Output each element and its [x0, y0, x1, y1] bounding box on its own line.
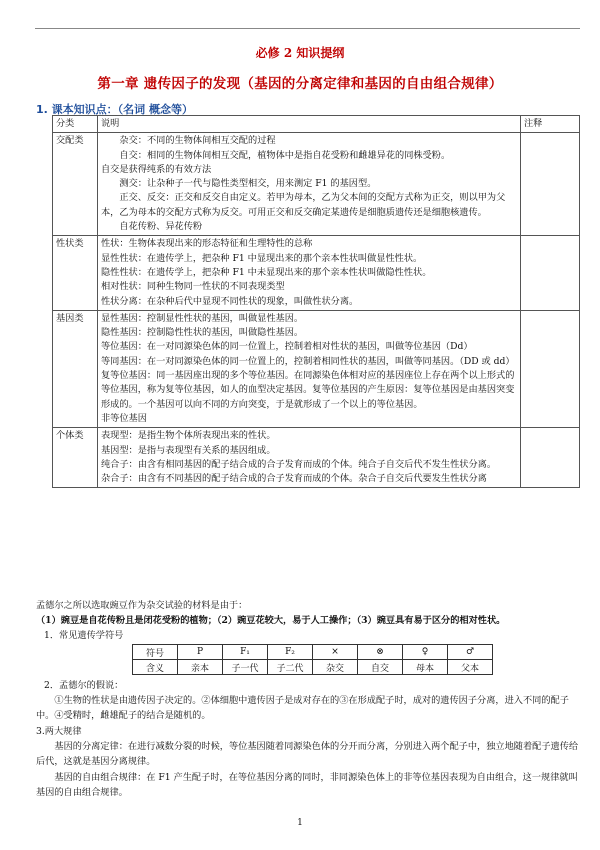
page-number: 1 [297, 818, 303, 828]
explain-line: 表现型：是指生物个体所表现出来的性状。 [101, 430, 276, 442]
symbols-row [133, 645, 493, 660]
row-explain [98, 133, 521, 236]
explain-line: 等同基因：在一对同源染色体的同一位置上的，控制着相同性状的基因，叫做等同基因。（DD 或 dd） [101, 355, 515, 367]
symbol-label: 符号 [133, 645, 178, 660]
explain-line: 性状分离：在杂种后代中显现不同性状的现象，叫做性状分离。 [101, 295, 359, 307]
symbols-table [132, 644, 493, 675]
table-header-row [53, 116, 580, 133]
table-row [53, 133, 580, 236]
explain-line: 杂交：不同的生物体间相互交配的过程 [119, 135, 276, 147]
table-row [53, 236, 580, 310]
explain-line: 隐性基因：控制隐性性状的基因，叫做隐性基因。 [101, 327, 304, 339]
symbol-cell: × [313, 645, 358, 660]
explain-line: 隐性性状：在遗传学上，把杂种 F1 中未显现出来的那个亲本性状叫做隐性性状。 [101, 266, 432, 278]
symbol-cell: ⊗ [358, 645, 403, 660]
symbol-cell: F₁ [223, 645, 268, 660]
symbol-cell: F₂ [268, 645, 313, 660]
symbol-cell: ♂ [448, 645, 493, 660]
symbol-cell: ♀ [403, 645, 448, 660]
header-explain: 说明 [98, 116, 521, 133]
row-note [521, 310, 580, 427]
symbols-heading: 1．常见遗传学符号 [44, 630, 124, 641]
row-note [521, 236, 580, 310]
law-assortment [36, 771, 581, 800]
explain-line: 等位基因：在一对同源染色体的同一位置上，控制着相对性状的基因，叫做等位基因（Dd） [101, 341, 473, 353]
meaning-label: 含义 [133, 660, 178, 675]
row-explain [98, 310, 521, 427]
row-note [521, 428, 580, 488]
row-explain [98, 428, 521, 488]
table-row [53, 310, 580, 427]
laws-heading: 3.两大规律 [36, 726, 82, 737]
explain-line: 自交：相同的生物体间相互交配，植物体中是指自花受粉和雌雄异花的同株受粉。 [119, 149, 451, 161]
explain-line: 显性性状：在遗传学上，把杂种 F1 中显现出来的那个亲本性状叫做显性性状。 [101, 252, 423, 264]
section-1-label: 1. 课本知识点： [36, 103, 118, 116]
law-separation [36, 740, 581, 769]
row-category: 交配类 [53, 133, 98, 236]
row-explain [98, 236, 521, 310]
explain-line: 正交、反交：正交和反交自由定义。若甲为母本，乙为父本间的交配方式称为正交，则以甲为父本，乙为母本的交配方式称为反交。可用正交和反交确定某遗传是细胞质遗传还是细胞核遗传。 [101, 192, 506, 218]
meaning-cell: 父本 [448, 660, 493, 675]
explain-line: 测交：让杂种子一代与隐性类型相交，用来测定 F1 的基因型。 [119, 178, 377, 190]
explain-line: 自交是获得纯系的有效方法 [101, 163, 212, 175]
explain-line: 显性基因：控制显性性状的基因，叫做显性基因。 [101, 312, 304, 324]
hypothesis-text [36, 694, 581, 723]
explain-line: 纯合子：由含有相同基因的配子结合成的合子发育而成的个体。纯合子自交后代不发生性状分离。 [101, 458, 497, 470]
meaning-cell: 亲本 [178, 660, 223, 675]
meaning-cell: 母本 [403, 660, 448, 675]
header-note: 注释 [521, 116, 580, 133]
symbol-cell: P [178, 645, 223, 660]
meaning-cell: 子二代 [268, 660, 313, 675]
hypothesis-body: ①生物的性状是由遗传因子决定的。②体细胞中遗传因子是成对存在的③在形成配子时，成对的遗传因子分离，进入不同的配子中。④受精时，雌雄配子的结合是随机的。 [36, 695, 569, 721]
row-note [521, 133, 580, 236]
meaning-cell: 自交 [358, 660, 403, 675]
law-assortment-text: 基因的自由组合规律：在 F1 产生配子时，在等位基因分离的同时，非同源染色体上的非等位基因表现为自由组合，这一规律就叫基因的自由组合规律。 [36, 772, 578, 798]
hypothesis-heading: 2．孟德尔的假说： [44, 680, 124, 691]
row-category: 性状类 [53, 236, 98, 310]
section-1-paren: （名词 概念等） [117, 103, 194, 116]
law-separation-text: 基因的分离定律：在进行减数分裂的时候，等位基因随着同源染色体的分开而分离，分别进入两个配子中，独立地随着配子遗传给后代，这就是基因分离规律。 [36, 741, 579, 767]
table-row [53, 428, 580, 488]
explain-line: 自花传粉、异花传粉 [119, 221, 203, 233]
row-category: 个体类 [53, 428, 98, 488]
mendel-intro: 孟德尔之所以选取豌豆作为杂交试验的材料是由于： [36, 600, 248, 611]
explain-line: 杂合子：由含有不同基因的配子结合成的合子发育而成的个体。杂合子自交后代要发生性状分离 [101, 473, 487, 485]
row-category: 基因类 [53, 310, 98, 427]
explain-line: 非等位基因 [101, 412, 147, 424]
chapter-title: 第一章 遗传因子的发现（基因的分离定律和基因的自由组合规律） [97, 76, 503, 92]
explain-line: 基因型：是指与表现型有关系的基因组成。 [101, 444, 276, 456]
top-rule [35, 28, 580, 29]
explain-line: 性状：生物体表现出来的形态特征和生理特性的总称 [101, 238, 313, 250]
meaning-cell: 杂交 [313, 660, 358, 675]
explain-line: 复等位基因：同一基因座出现的多个等位基因。在同源染色体相对应的基因座位上存在两个以上形式的等位基因，称为复等位基因，如人的血型决定基因。复等位基因的产生原因：复等位基因是由基因突变形成的。一个基因可以向不同的方向突变，于是就形成了一个以上的等位基因。 [101, 370, 515, 410]
header-category: 分类 [53, 116, 98, 133]
mendel-reasons: （1）豌豆是自花传粉且是闭花受粉的植物；（2）豌豆花较大，易于人工操作；（3）豌豆具有易于区分的相对性状。 [36, 615, 506, 626]
explain-line: 相对性状：同种生物同一性状的不同表现类型 [101, 281, 285, 293]
doc-title: 必修 2 知识提纲 [255, 46, 345, 60]
meanings-row [133, 660, 493, 675]
concept-table [52, 115, 580, 488]
meaning-cell: 子一代 [223, 660, 268, 675]
